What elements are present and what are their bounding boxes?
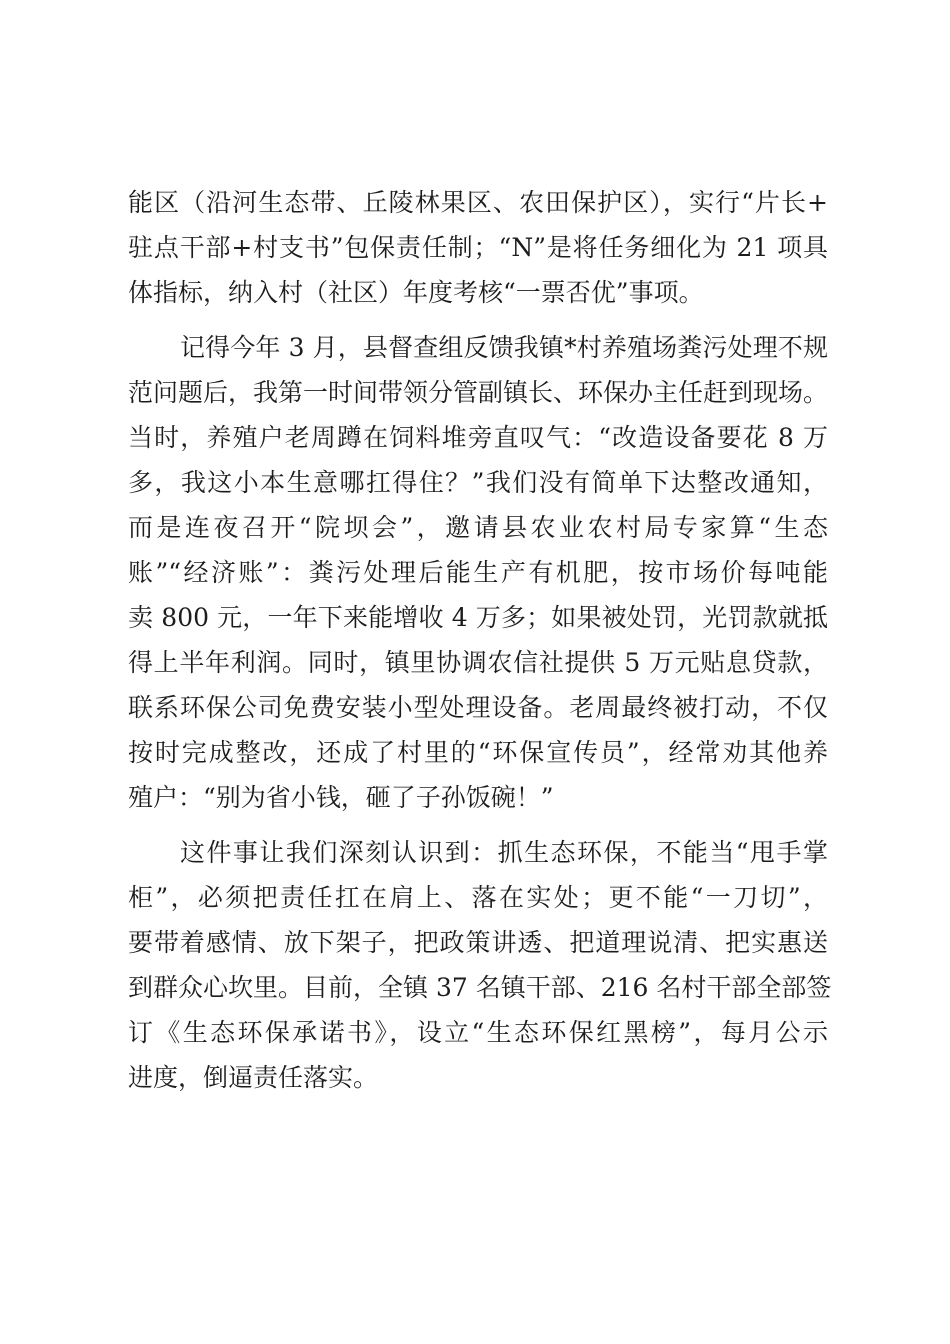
- text-line: 而是连夜召开“院坝会”，邀请县农业农村局专家算“生态: [128, 513, 828, 542]
- document-body: [128, 180, 832, 1110]
- text-line: 按时完成整改，还成了村里的“环保宣传员”，经常劝其他养: [128, 738, 828, 767]
- text-line: 要带着感情、放下架子，把政策讲透、把道理说清、把实惠送: [128, 928, 828, 957]
- text-line: 这件事让我们深刻认识到：抓生态环保，不能当“甩手掌: [180, 838, 828, 867]
- text-line: 得上半年利润。同时，镇里协调农信社提供 5 万元贴息贷款，: [128, 648, 828, 677]
- text-line: 体指标，纳入村（社区）年度考核“一票否优”事项。: [128, 278, 704, 307]
- text-line: 范问题后，我第一时间带领分管副镇长、环保办主任赶到现场。: [128, 378, 829, 407]
- text-line: 联系环保公司免费安装小型处理设备。老周最终被打动，不仅: [128, 693, 828, 722]
- text-line: 卖 800 元，一年下来能增收 4 万多；如果被处罚，光罚款就抵: [128, 603, 828, 632]
- paragraph-1: [128, 180, 828, 315]
- text-line: 到群众心坎里。目前，全镇 37 名镇干部、216 名村干部全部签: [128, 973, 832, 1002]
- text-line: 柜”，必须把责任扛在肩上、落在实处；更不能“一刀切”，: [128, 883, 828, 912]
- text-line: 多，我这小本生意哪扛得住？”我们没有简单下达整改通知，: [128, 468, 828, 497]
- text-line: 殖户：“别为省小钱，砸了子孙饭碗！”: [128, 783, 554, 812]
- text-line: 记得今年 3 月，县督查组反馈我镇*村养殖场粪污处理不规: [180, 333, 828, 362]
- text-line: 当时，养殖户老周蹲在饲料堆旁直叹气：“改造设备要花 8 万: [128, 423, 828, 452]
- paragraph-2: [128, 325, 828, 820]
- paragraph-3: [128, 830, 832, 1100]
- text-line: 订《生态环保承诺书》，设立“生态环保红黑榜”，每月公示: [128, 1018, 828, 1047]
- text-line: 进度，倒逼责任落实。: [128, 1063, 379, 1092]
- text-line: 驻点干部+村支书”包保责任制；“N”是将任务细化为 21 项具: [128, 233, 828, 262]
- text-line: 账”“经济账”：粪污处理后能生产有机肥，按市场价每吨能: [128, 558, 828, 587]
- text-line: 能区（沿河生态带、丘陵林果区、农田保护区），实行“片长+: [128, 188, 828, 217]
